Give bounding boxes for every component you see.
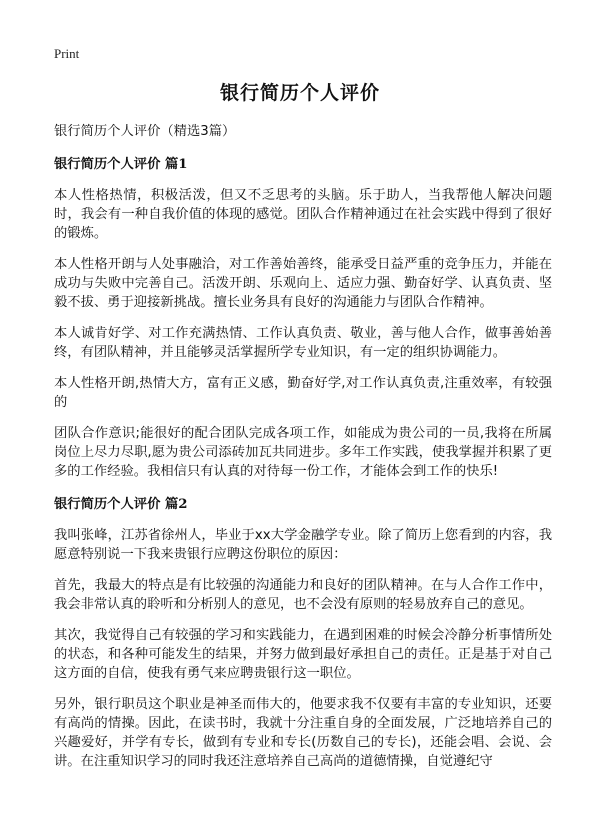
paragraph: 其次，我觉得自己有较强的学习和实践能力，在遇到困难的时候会冷静分析事情所处的状态，和各种可能发生的结果，并努力做到最好承担自己的责任。正是基于对自己这方面的自信，使我有勇气来应聘贵银行这一职位。 (54, 628, 552, 681)
paragraph: 另外，银行职员这个职业是神圣而伟大的，他要求我不仅要有丰富的专业知识，还要有高尚的情操。因此，在读书时，我就十分注重自身的全面发展，广泛地培养自己的兴趣爱好，并学有专长，做到有专业和专长(历数自己的专长)，还能会唱、会说、会讲。在注重知识学习的同时我还注意培养自己高尚的道德情操，自觉遵纪守 (54, 697, 552, 769)
section-heading: 银行简历个人评价 篇1 (54, 157, 188, 172)
paragraph: 本人性格热情，积极活泼，但又不乏思考的头脑。乐于助人，当我帮他人解决问题时，我会有一种自我价值的体现的感觉。团队合作精神通过在社会实践中得到了很好的锻炼。 (54, 188, 552, 241)
section-1 (54, 155, 552, 481)
page-title: 银行简历个人评价 (219, 82, 380, 104)
paragraph: 本人诚肯好学、对工作充满热情、工作认真负责、敬业，善与他人合作，做事善始善终，有团队精神，并且能够灵活掌握所学专业知识，有一定的组织协调能力。 (54, 326, 552, 360)
section-2 (54, 495, 552, 771)
print-label[interactable]: Print (54, 46, 80, 61)
paragraph: 我叫张峰，江苏省徐州人，毕业于xx大学金融学专业。除了简历上您看到的内容，我愿意特别说一下我来贵银行应聘这份职位的原因： (54, 528, 552, 562)
paragraph: 团队合作意识;能很好的配合团队完成各项工作，如能成为贵公司的一员,我将在所属岗位上尽力尽职,愿为贵公司添砖加瓦共同进步。多年工作实践，使我掌握并积累了更多的工作经验。我相信只有认真的对待每一份工作，才能体会到工作的快乐! (54, 426, 552, 479)
document-subtitle: 银行简历个人评价（精选3篇） (54, 124, 236, 139)
paragraph: 本人性格开朗与人处事融洽，对工作善始善终，能承受日益严重的竞争压力，并能在成功与失败中完善自己。活泼开朗、乐观向上、适应力强、勤奋好学、认真负责、坚毅不拔、勇于迎接新挑战。擅长业务具有良好的沟通能力与团队合作精神。 (54, 257, 552, 310)
document-body (54, 122, 552, 783)
paragraph: 本人性格开朗,热情大方，富有正义感，勤奋好学,对工作认真负责,注重效率，有较强的 (54, 376, 552, 410)
section-heading: 银行简历个人评价 篇2 (54, 497, 188, 512)
paragraph: 首先，我最大的特点是有比较强的沟通能力和良好的团队精神。在与人合作工作中，我会非常认真的聆听和分析别人的意见，也不会没有原则的轻易放弃自己的意见。 (54, 578, 552, 612)
